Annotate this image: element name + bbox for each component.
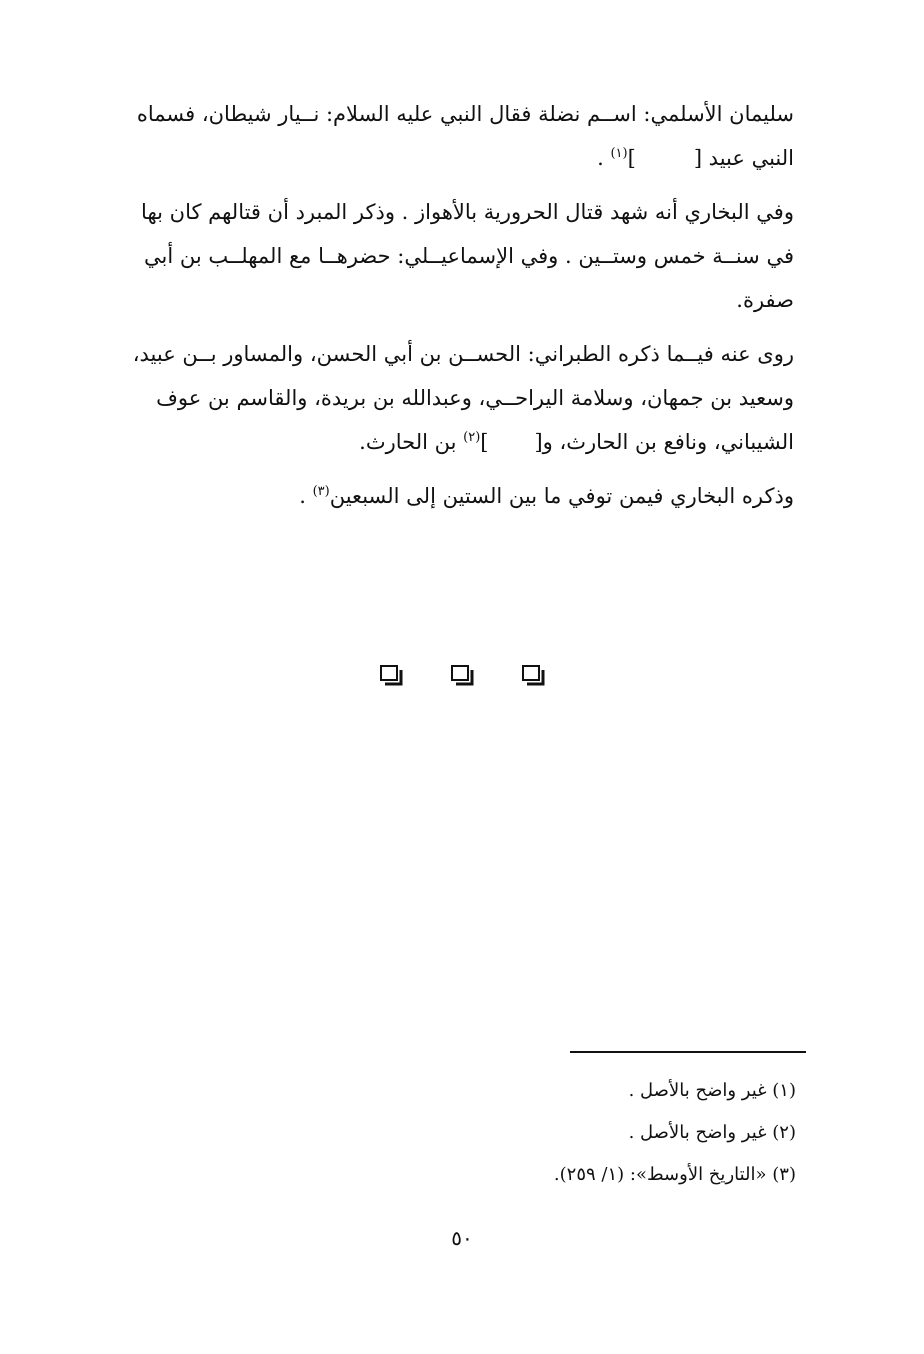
- box-ornament-icon: [379, 664, 403, 690]
- page-number: ٥٠: [451, 1226, 473, 1250]
- footnote-1: (١) غير واضح بالأصل .: [628, 1080, 796, 1101]
- footnote-ref-3[interactable]: (٣): [312, 484, 330, 499]
- paragraph-2: [98, 190, 794, 322]
- p2-line2: في سنــة خمس وستــين . وفي الإسماعيــلي: حضرهــا مع المهلــب بن أبي: [144, 244, 794, 268]
- p1-line2-start: النبي عبيد [: [693, 146, 794, 170]
- footnotes: [400, 1070, 796, 1196]
- footnote-2: (٢) غير واضح بالأصل .: [628, 1122, 796, 1143]
- p2-line1: وفي البخاري أنه شهد قتال الحرورية بالأهواز . وذكر المبرد أن قتالهم كان بها: [141, 200, 794, 224]
- p3-line2: وسعيد بن جمهان، وسلامة اليراحــي، وعبدالله بن بريدة، والقاسم بن عوف: [156, 386, 794, 410]
- p3-line3-end: بن الحارث.: [359, 430, 457, 454]
- p1-line1: سليمان الأسلمي: اســم نضلة فقال النبي عليه السلام: نــيار شيطان، فسماه: [136, 102, 794, 126]
- footnote-3: (٣) «التاريخ الأوسط»: (١/ ٢٥٩).: [553, 1164, 796, 1185]
- footnote-separator: [570, 1051, 806, 1053]
- p2-line3: صفرة.: [736, 288, 794, 312]
- paragraph-1: [98, 92, 794, 180]
- footnote-ref-1[interactable]: (١): [610, 146, 628, 161]
- footnote-ref-2[interactable]: (٢): [463, 430, 481, 445]
- box-ornament-icon: [450, 664, 474, 690]
- section-divider: [0, 664, 924, 690]
- box-ornament-icon: [521, 664, 545, 690]
- p3-bracket-close: ]: [480, 430, 489, 454]
- p3-line3-start: الشيباني، ونافع بن الحارث، و[: [534, 430, 794, 454]
- p1-line2-end: .: [597, 146, 604, 170]
- p4-text: وذكره البخاري فيمن توفي ما بين الستين إلى السبعين: [329, 484, 794, 508]
- paragraph-4: [98, 474, 794, 518]
- p4-end: .: [299, 484, 306, 508]
- main-text: [98, 92, 794, 528]
- p1-bracket-close: ]: [627, 146, 636, 170]
- p3-line1: روى عنه فيــما ذكره الطبراني: الحســن بن أبي الحسن، والمساور بــن عبيد،: [132, 342, 794, 366]
- paragraph-3: [98, 332, 794, 464]
